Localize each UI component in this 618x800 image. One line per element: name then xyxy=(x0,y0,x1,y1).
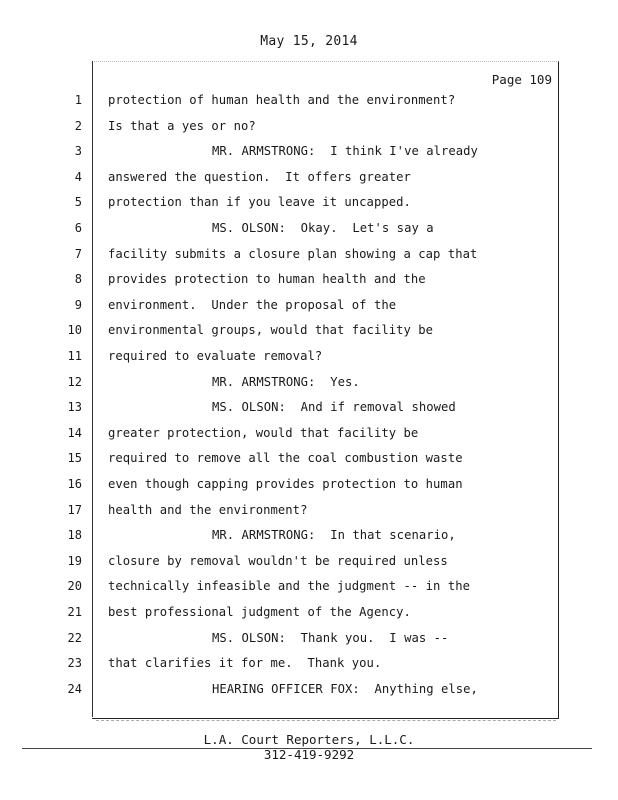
transcript-line xyxy=(0,349,618,375)
line-text: MS. OLSON: Thank you. I was -- xyxy=(212,630,449,645)
line-number: 5 xyxy=(74,195,82,210)
line-text: facility submits a closure plan showing a cap that xyxy=(108,246,478,261)
transcript-line xyxy=(0,272,618,298)
transcript-line xyxy=(0,477,618,503)
transcript-line xyxy=(0,426,618,452)
bottom-dashed-rule xyxy=(96,720,556,721)
transcript-line xyxy=(0,170,618,196)
transcript-line xyxy=(0,247,618,273)
line-text: greater protection, would that facility be xyxy=(108,425,419,440)
line-text: provides protection to human health and the xyxy=(108,272,426,287)
transcript-line xyxy=(0,579,618,605)
line-number: 1 xyxy=(74,93,82,107)
line-number: 24 xyxy=(67,681,82,696)
line-number: 16 xyxy=(67,477,82,491)
line-text: Is that a yes or no? xyxy=(108,118,256,133)
line-text: environmental groups, would that facility be xyxy=(108,323,434,338)
transcript-line xyxy=(0,298,618,324)
transcript-line xyxy=(0,119,618,145)
transcript-line xyxy=(0,631,618,657)
line-text: required to remove all the coal combustion waste xyxy=(108,451,463,466)
footer-company: L.A. Court Reporters, L.L.C. xyxy=(203,732,415,747)
line-number: 4 xyxy=(74,169,82,184)
line-number: 8 xyxy=(74,272,82,287)
line-number: 10 xyxy=(67,323,82,338)
line-text: protection than if you leave it uncapped. xyxy=(108,195,411,210)
line-number: 14 xyxy=(67,425,82,440)
line-number: 7 xyxy=(74,246,82,261)
transcript-line xyxy=(0,375,618,401)
transcript-line xyxy=(0,503,618,529)
line-number: 15 xyxy=(67,451,82,466)
transcript-line xyxy=(0,451,618,477)
line-number: 23 xyxy=(67,656,82,671)
transcript-line xyxy=(0,528,618,554)
line-text: best professional judgment of the Agency. xyxy=(108,605,411,619)
transcript-line xyxy=(0,605,618,631)
transcript-line xyxy=(0,93,618,119)
line-number: 3 xyxy=(74,144,82,159)
line-number: 11 xyxy=(67,349,82,363)
line-text: answered the question. It offers greater xyxy=(108,169,411,184)
line-text: closure by removal wouldn't be required unless xyxy=(108,553,448,568)
footer-phone: 312-419-9292 xyxy=(263,747,355,762)
line-number: 17 xyxy=(67,502,82,517)
line-text: MS. OLSON: Okay. Let's say a xyxy=(212,221,434,235)
line-number: 19 xyxy=(67,553,82,568)
line-text: technically infeasible and the judgment -- in the xyxy=(108,579,470,594)
line-text: MR. ARMSTRONG: In that scenario, xyxy=(212,528,456,543)
transcript-line xyxy=(0,400,618,426)
transcript-line xyxy=(0,323,618,349)
footer-rule xyxy=(22,748,592,749)
transcript-line xyxy=(0,195,618,221)
line-text: environment. Under the proposal of the xyxy=(108,297,397,312)
line-text: health and the environment? xyxy=(108,502,308,517)
line-number: 9 xyxy=(74,297,82,312)
line-number: 12 xyxy=(67,374,82,389)
line-number: 18 xyxy=(67,528,82,543)
line-text: HEARING OFFICER FOX: Anything else, xyxy=(212,681,478,696)
line-text: required to evaluate removal? xyxy=(108,349,323,363)
line-text: MR. ARMSTRONG: I think I've already xyxy=(212,144,478,159)
line-text: protection of human health and the environment? xyxy=(108,93,456,107)
transcript-line xyxy=(0,221,618,247)
footer xyxy=(0,732,618,762)
line-text: MS. OLSON: And if removal showed xyxy=(212,400,456,415)
line-text: even though capping provides protection to human xyxy=(108,477,463,491)
line-number: 13 xyxy=(67,400,82,415)
line-number: 22 xyxy=(67,630,82,645)
line-number: 2 xyxy=(74,118,82,133)
line-text: MR. ARMSTRONG: Yes. xyxy=(212,374,360,389)
line-number: 6 xyxy=(74,221,82,235)
line-text: that clarifies it for me. Thank you. xyxy=(108,656,382,671)
transcript-date: May 15, 2014 xyxy=(260,34,358,49)
line-number: 21 xyxy=(67,605,82,619)
transcript-line xyxy=(0,656,618,682)
line-number: 20 xyxy=(67,579,82,594)
page-number: Page 109 xyxy=(491,72,552,87)
transcript-line xyxy=(0,682,618,708)
transcript-line xyxy=(0,144,618,170)
transcript-line xyxy=(0,554,618,580)
